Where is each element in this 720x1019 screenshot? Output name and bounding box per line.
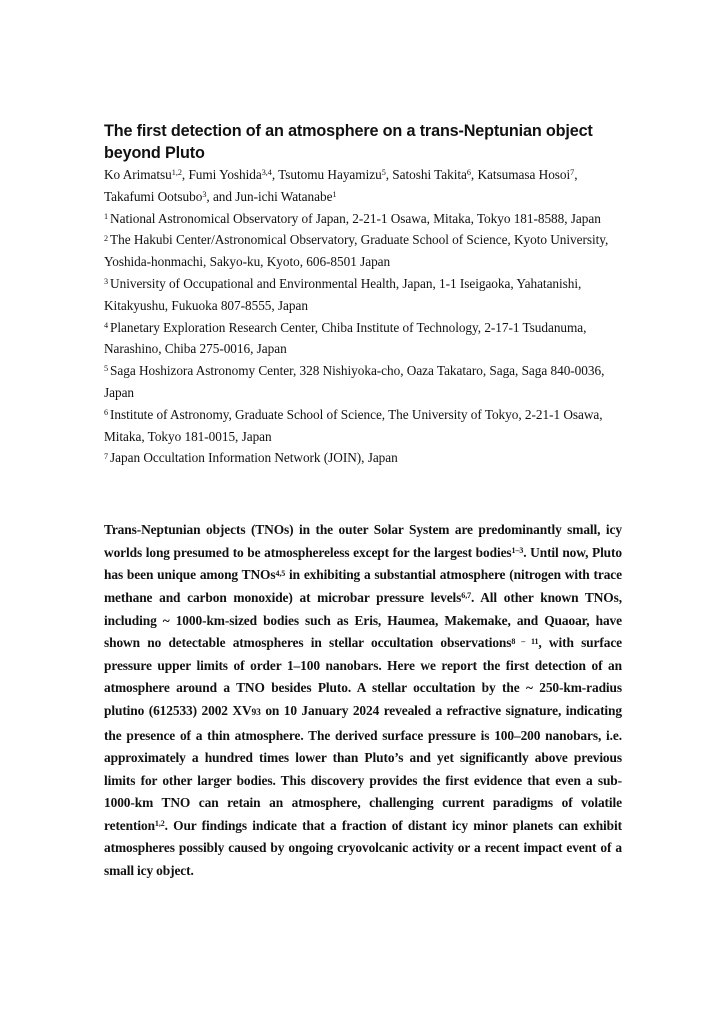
author <box>188 167 271 182</box>
affiliation-number: 4 <box>104 320 109 330</box>
author-name: Jun-ichi Watanabe <box>235 188 333 204</box>
author-name: Katsumasa Hosoi <box>477 167 571 182</box>
author-name: Satoshi Takita <box>392 167 467 182</box>
abstract-text: on 10 January 2024 revealed a refractive signature, indicating the presence of a thin atmosphere. The derived surface pressure is 100–200 nanobars, i.e. approximately a hundred times lower than Pluto’s and yet significantly above previous limits for other larger bodies. This discovery provides the first evidence that even a sub-1000-km TNO can retain an atmosphere, challenging current paradigms of volatile retention <box>104 702 622 833</box>
author-separator: , and <box>206 188 236 204</box>
affiliation-number: 6 <box>104 408 109 418</box>
author-separator: , <box>574 167 578 182</box>
abstract-text: . Our findings indicate that a fraction of distant icy minor planets can exhibit atmospheres possibly caused by ongoing cryovolcanic activity or a recent impact event of a small icy object. <box>104 817 622 879</box>
affiliation-number: 2 <box>104 233 109 243</box>
author-separator: , <box>470 167 478 182</box>
author <box>477 167 574 182</box>
affiliation-text: Planetary Exploration Research Center, Chiba Institute of Technology, 2-17-1 Tsudanuma, Narashino, Chiba 275-0016, Japan <box>104 319 587 357</box>
affiliation-text: The Hakubi Center/Astronomical Observatory, Graduate School of Science, Kyoto University, Yoshida-honmachi, Sakyo-ku, Kyoto, 606-8501 Japan <box>104 232 609 270</box>
affiliation-text: Japan Occultation Information Network (JOIN), Japan <box>110 450 398 466</box>
author <box>392 167 471 182</box>
author-affiliation-marker: 3 <box>202 190 207 200</box>
affiliation-number: 5 <box>104 364 109 374</box>
abstract-text: Trans-Neptunian objects (TNOs) in the outer Solar System are predominantly small, icy worlds long presumed to be atmosphereless except for the largest bodies <box>104 522 622 560</box>
affiliation-number: 1 <box>104 211 109 221</box>
author-separator: , <box>181 167 189 182</box>
author-affiliation-marker: 6 <box>466 168 471 178</box>
affiliation-text: Saga Hoshizora Astronomy Center, 328 Nishiyoka-cho, Oaza Takataro, Saga, Saga 840-0036, Japan <box>104 363 605 400</box>
abstract-text: , with surface pressure upper limits of order 1–100 nanobars. Here we report the first detection of an atmosphere around a TNO besides Pluto. A stellar occultation by the ~ 250-km-radius plutino (612533) 2002 XV <box>104 635 623 718</box>
author-name: Ko Arimatsu <box>104 167 172 182</box>
affiliation-number: 3 <box>104 277 109 287</box>
author-name: Fumi Yoshida <box>188 167 262 182</box>
affiliation <box>104 273 622 317</box>
affiliation <box>104 360 622 404</box>
affiliation <box>104 447 622 469</box>
author-affiliation-marker: 3,4 <box>261 168 272 178</box>
affiliation-text: Institute of Astronomy, Graduate School of Science, The University of Tokyo, 2-21-1 Osawa, Mitaka, Tokyo 181-0015, Japan <box>104 406 603 444</box>
author-name: Takafumi Ootsubo <box>104 188 203 204</box>
citation-ref: 8 – 11 <box>511 636 539 646</box>
citation-ref: 4,5 <box>275 568 286 578</box>
affiliation <box>104 208 622 230</box>
citation-ref: 1,2 <box>154 819 165 829</box>
author-list <box>104 164 622 208</box>
author <box>104 167 182 182</box>
author-separator: , <box>385 167 393 182</box>
affiliation-text: University of Occupational and Environmental Health, Japan, 1-1 Iseigaoka, Yahatanishi, Kitakyushu, Fukuoka 807-8555, Japan <box>104 275 582 313</box>
author <box>104 189 206 204</box>
author-affiliation-marker: 7 <box>570 168 575 178</box>
abstract-text: . Until now, Pluto has been unique among TNOs <box>104 544 622 583</box>
author <box>278 167 386 182</box>
abstract-text: . All other known TNOs, including ~ 1000-km-sized bodies such as Eris, Haumea, Makemake, and Quaoar, have shown no detectable atmospheres in stellar occultation observations <box>104 589 622 651</box>
citation-ref: 1–3 <box>511 546 524 556</box>
author-name: Tsutomu Hayamizu <box>278 167 382 182</box>
affiliation <box>104 404 622 448</box>
abstract-text: in exhibiting a substantial atmosphere (nitrogen with trace methane and carbon monoxide) at microbar pressure levels <box>104 567 622 605</box>
abstract <box>104 519 622 883</box>
author-affiliation-marker: 5 <box>381 168 386 178</box>
author-affiliation-marker: 1,2 <box>171 168 182 178</box>
paper-content <box>104 121 622 883</box>
paper-title: The first detection of an atmosphere on a trans-Neptunian object beyond Pluto <box>104 122 593 162</box>
author <box>235 189 336 204</box>
designation-subscript: 93 <box>251 707 261 718</box>
citation-ref: 6,7 <box>461 591 471 601</box>
affiliation <box>104 229 622 273</box>
affiliation-number: 7 <box>104 451 109 461</box>
author-separator: , <box>271 167 279 182</box>
author-affiliation-marker: 1 <box>332 190 337 200</box>
affiliation-text: National Astronomical Observatory of Japan, 2-21-1 Osawa, Mitaka, Tokyo 181-8588, Japan <box>110 210 601 226</box>
affiliation <box>104 317 622 361</box>
